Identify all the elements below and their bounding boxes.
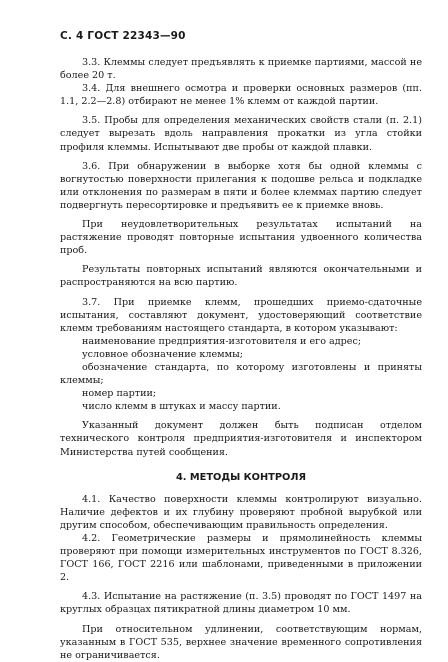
paragraph-signature: Указанный документ должен быть подписан отделом технического контроля предприятия-изготовителя и инспектором Министерства путей сообщения. (60, 420, 422, 458)
list-item-standard: обозначение стандарта, по которому изготовлены и приняты клеммы; (60, 361, 422, 387)
paragraph-4-2: 4.2. Геометрические размеры и прямолинейность клеммы проверяют при помощи измерительных инструментов по ГОСТ 8.326, ГОСТ 166, ГОСТ 2216 или шаблонами, приведенными в приложении 2. (60, 533, 422, 584)
list-item-quantity: число клемм в штуках и массу партии. (82, 401, 281, 413)
list-item-designation: условное обозначение клеммы; (82, 348, 243, 360)
paragraph-3-7: 3.7. При приемке клемм, прошедших приемо-сдаточные испытания, составляют документ, удостоверяющий соответствие клемм требованиям настоящего стандарта, в котором указывают: (60, 296, 422, 334)
paragraph-3-4: 3.4. Для внешнего осмотра и проверки основных размеров (пп. 1.1, 2.2—2.8) отбирают не менее 1% клемм от каждой партии. (60, 83, 422, 108)
page-header: С. 4 ГОСТ 22343—90 (60, 30, 186, 42)
list-item-batch-number: номер партии; (82, 388, 157, 400)
paragraph-4-1: 4.1. Качество поверхности клеммы контролируют визуально. Наличие дефектов и их глубину проверяют пробной вырубкой или другим способом, обеспечивающим правильность определения. (60, 493, 422, 531)
paragraph-retest-results: Результаты повторных испытаний являются окончательными и распространяются на всю партию. (60, 264, 422, 289)
paragraph-retest: При неудовлетворительных результатах испытаний на растяжение проводят повторные испытания удвоенного количества проб. (60, 219, 422, 257)
paragraph-3-3: 3.3. Клеммы следует предъявлять к приемке партиями, массой не более 20 т. (60, 57, 422, 82)
paragraph-3-6: 3.6. При обнаружении в выборке хотя бы одной клеммы с вогнутостью поверхности прилегания к подошве рельса и подкладке или отклонения по размерам в пяти и более клеммах партию следует подвергнуть пересортировке и предъявить ее к приемке вновь. (60, 160, 422, 211)
paragraph-3-5: 3.5. Пробы для определения механических свойств стали (п. 2.1) следует вырезать вдоль направления прокатки из угла стойки профиля клеммы. Испытывают две пробы от каждой плавки. (60, 115, 422, 153)
page-body (60, 56, 422, 662)
list-item-manufacturer: наименование предприятия-изготовителя и его адрес; (82, 335, 362, 347)
paragraph-elongation: При относительном удлинении, соответствующим нормам, указанным в ГОСТ 535, верхнее значение временного сопротивления не ограничивается. (60, 623, 422, 661)
section-title: 4. МЕТОДЫ КОНТРОЛЯ (175, 471, 307, 483)
paragraph-4-3: 4.3. Испытание на растяжение (п. 3.5) проводят по ГОСТ 1497 на круглых образцах пятикратной длины диаметром 10 мм. (60, 591, 422, 616)
